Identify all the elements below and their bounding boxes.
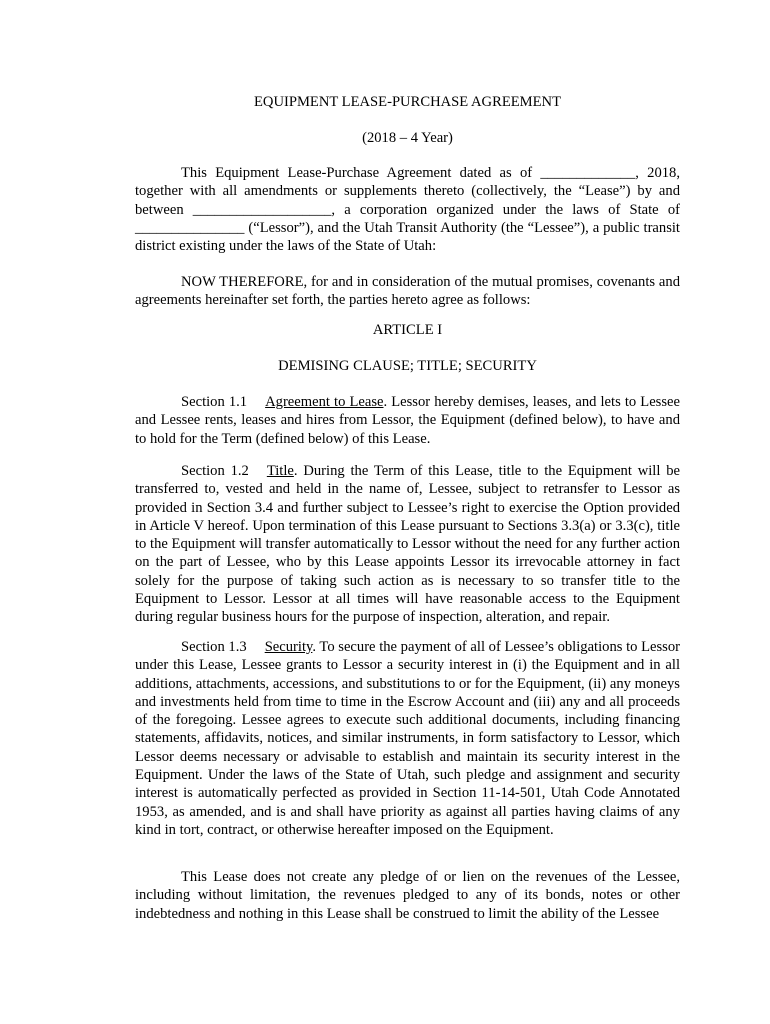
intro-paragraph: This Equipment Lease-Purchase Agreement dated as of _____________, 2018, together with all amendments or supplements thereto (collectively, the “Lease”) by and between ___________________, a corporation organized under the laws of State of _______________ (“Lessor”), and the Utah Transit Authority (the “Lessee”), a public transit district existing under the laws of the State of Utah:: [135, 165, 680, 255]
document-title: EQUIPMENT LEASE-PURCHASE AGREEMENT: [253, 94, 562, 110]
now-therefore-paragraph: NOW THEREFORE, for and in consideration of the mutual promises, covenants and agreements hereinafter set forth, the parties hereto agree as follows:: [135, 274, 680, 309]
article-heading: ARTICLE I: [372, 322, 443, 338]
section-text: . Lessor hereby demises, leases, and lets to Lessee and Lessee rents, leases and hires from Lessor, the Equipment (defined below), to have and to hold for the Term (defined below) of this Lease.: [135, 394, 680, 447]
article-title: DEMISING CLAUSE; TITLE; SECURITY: [278, 358, 537, 374]
section-heading: Agreement to Lease: [265, 394, 384, 410]
final-paragraph: This Lease does not create any pledge of or lien on the revenues of the Lessee, including without limitation, the revenues pledged to any of its bonds, notes or other indebtedness and nothing in this Lease shall be construed to limit the ability of the Lessee: [135, 869, 680, 922]
section-1-1: [135, 393, 680, 448]
section-number: Section 1.3: [181, 639, 247, 655]
section-1-3: [135, 638, 680, 839]
section-1-2: [135, 462, 680, 627]
section-heading: Security: [264, 639, 313, 655]
document-subtitle: (2018 – 4 Year): [362, 130, 453, 146]
section-number: Section 1.2: [181, 463, 249, 479]
section-heading: Title: [266, 463, 294, 479]
section-text: . To secure the payment of all of Lessee’s obligations to Lessor under this Lease, Lessee grants to Lessor a security interest in (i) the Equipment and in all additions, attachments, accessions, and substitutions to or for the Equipment, (ii) any moneys and investments held from time to time in the Escrow Account and (iii) any and all proceeds of the foregoing. Lessee agrees to execute such additional documents, including financing statements, affidavits, notices, and similar instruments, in form satisfactory to Lessor, which Lessor deems necessary or advisable to establish and maintain its security interest in the Equipment. Under the laws of the State of Utah, such pledge and assignment and security interest is automatically perfected as provided in Section 11-14-501, Utah Code Annotated 1953, as amended, and is and shall have priority as against all parties having claims of any kind in tort, contract, or otherwise hereafter imposed on the Equipment.: [135, 639, 681, 838]
section-number: Section 1.1: [181, 394, 248, 410]
section-text: . During the Term of this Lease, title to the Equipment will be transferred to, vested and held in the name of, Lessee, subject to retransfer to Lessor as provided in Section 3.4 and further subject to Lessee’s right to exercise the Option provided in Article V hereof. Upon termination of this Lease pursuant to Sections 3.3(a) or 3.3(c), title to the Equipment will transfer automatically to Lessor without the need for any further action on the part of Lessee, who by this Lease appoints Lessor its irrevocable attorney in fact solely for the purpose of taking such action as is necessary to so transfer title to the Equipment to Lessor. Lessor at all times will have reasonable access to the Equipment during regular business hours for the purpose of inspection, alteration, and repair.: [135, 463, 680, 626]
